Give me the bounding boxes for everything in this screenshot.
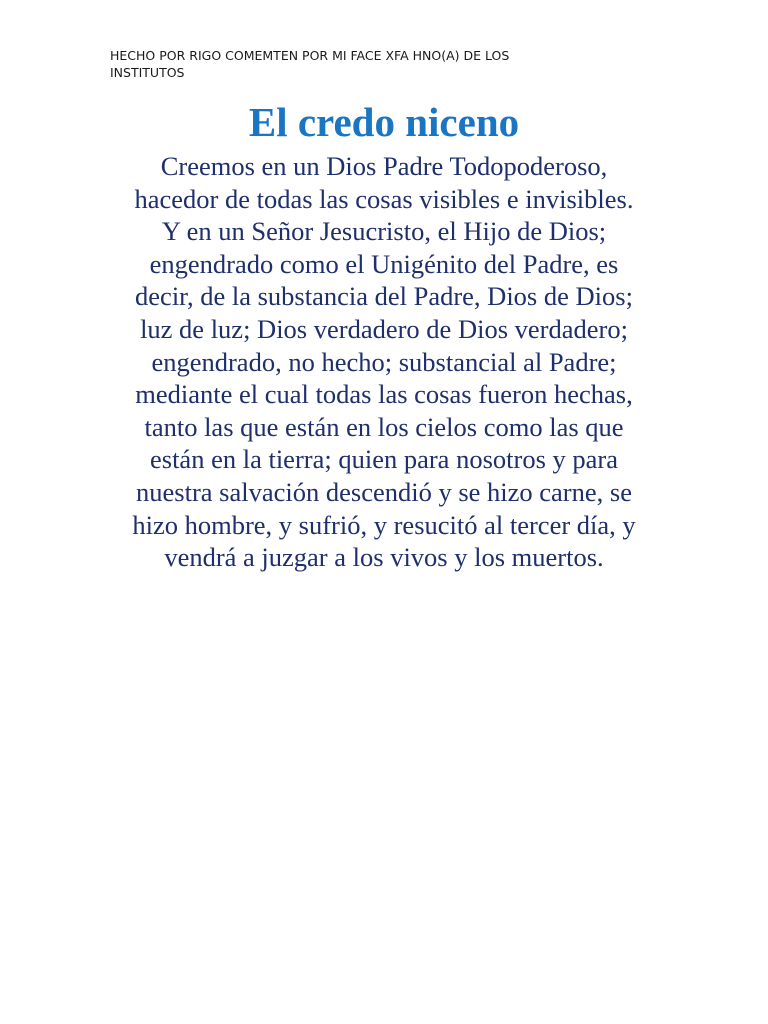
creed-line: Y en un Señor Jesucristo, el Hijo de Dios;: [161, 216, 607, 247]
creed-line: vendrá a juzgar a los vivos y los muertos.: [164, 542, 604, 573]
creed-line: Creemos en un Dios Padre Todopoderoso,: [160, 151, 608, 181]
creed-line: hacedor de todas las cosas visibles e invisibles.: [134, 183, 634, 214]
creed-line: hizo hombre, y sufrió, y resucitó al tercer día, y: [132, 509, 636, 540]
creed-line: mediante el cual todas las cosas fueron hechas,: [135, 379, 633, 410]
creed-line: luz de luz; Dios verdadero de Dios verdadero;: [140, 313, 628, 344]
header-note: HECHO POR RIGO COMEMTEN POR MI FACE XFA HNO(A) DE LOS INSTITUTOS: [110, 48, 510, 80]
document-title: El credo niceno: [248, 99, 520, 145]
creed-paragraph: [100, 150, 668, 574]
creed-line: engendrado como el Unigénito del Padre, es: [149, 248, 619, 279]
creed-line: nuestra salvación descendió y se hizo carne, se: [136, 476, 632, 507]
creed-line: están en la tierra; quien para nosotros y para: [150, 444, 618, 475]
creed-line: tanto las que están en los cielos como las que: [144, 411, 624, 442]
creed-line: engendrado, no hecho; substancial al Padre;: [151, 346, 617, 377]
creed-line: decir, de la substancia del Padre, Dios de Dios;: [135, 281, 633, 312]
